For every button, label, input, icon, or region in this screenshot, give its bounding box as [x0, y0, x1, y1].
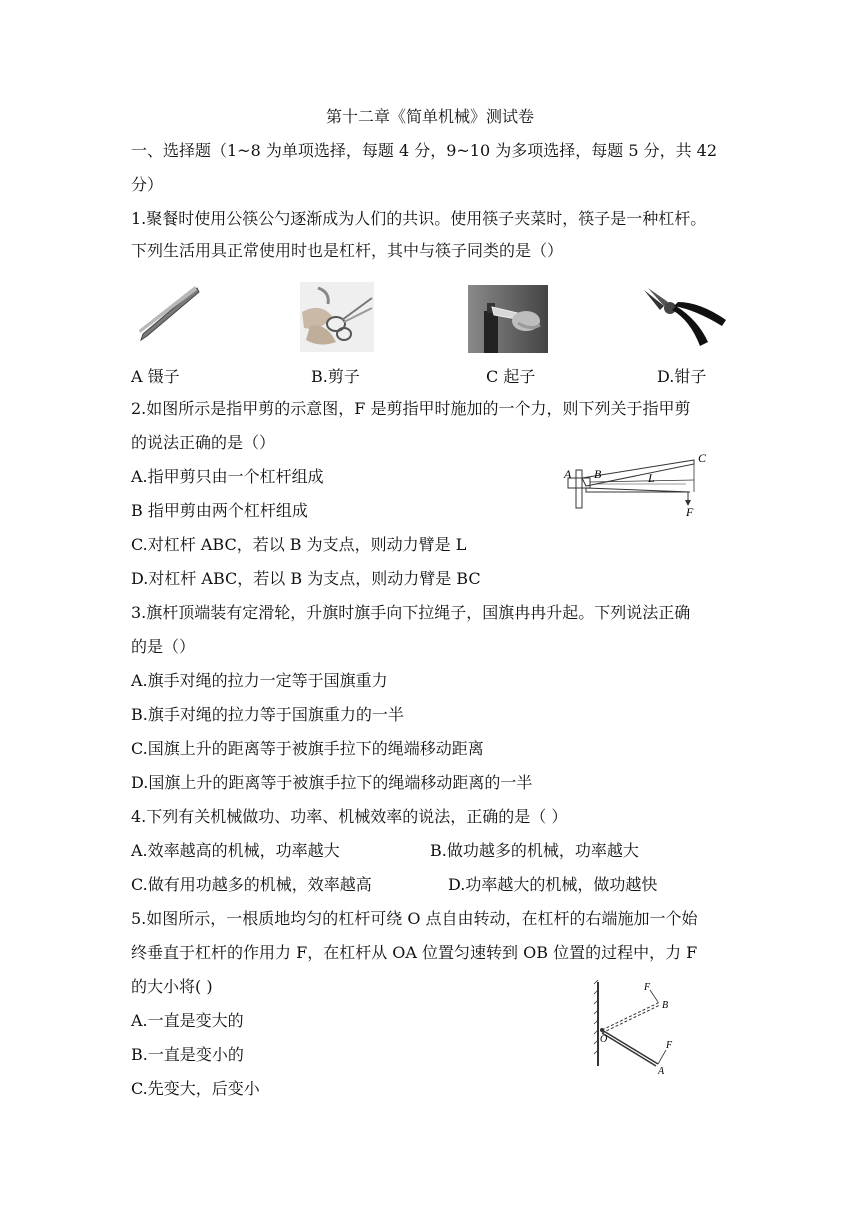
q2-option-b: B 指甲剪由两个杠杆组成	[131, 501, 308, 520]
q1-stem-line-1: 1.聚餐时使用公筷公勺逐渐成为人们的共识。使用筷子夹菜时，筷子是一种杠杆。	[131, 209, 707, 228]
q3-option-b: B.旗手对绳的拉力等于国旗重力的一半	[131, 705, 404, 724]
q4-option-b: B.做功越多的机械，功率越大	[430, 841, 639, 860]
q2-stem-line-1: 2.如图所示是指甲剪的示意图，F 是剪指甲时施加的一个力，则下列关于指甲剪	[131, 399, 691, 418]
q3-option-d: D.国旗上升的距离等于被旗手拉下的绳端移动距离的一半	[131, 773, 533, 792]
q1-option-b: B.剪子	[311, 367, 360, 386]
q4-option-a: A.效率越高的机械，功率越大	[131, 841, 340, 860]
q1-option-c: C 起子	[486, 367, 536, 386]
q2-option-c: C.对杠杆 ABC，若以 B 为支点，则动力臂是 L	[131, 535, 467, 554]
q3-stem-line-2: 的是（）	[131, 637, 196, 656]
label-l: L	[648, 471, 655, 485]
q3-stem-line-1: 3.旗杆顶端装有定滑轮，升旗时旗手向下拉绳子，国旗冉冉升起。下列说法正确	[131, 603, 691, 622]
q2-option-a: A.指甲剪只由一个杠杆组成	[131, 467, 324, 486]
q5-option-b: B.一直是变小的	[131, 1045, 244, 1064]
q2-option-d: D.对杠杆 ABC，若以 B 为支点，则动力臂是 BC	[131, 569, 481, 588]
q4-stem: 4.下列有关机械做功、功率、机械效率的说法，正确的是（ ）	[131, 807, 568, 826]
q5-stem-line-2: 终垂直于杠杆的作用力 F，在杠杆从 OA 位置匀速转到 OB 位置的过程中，力 F	[131, 943, 698, 962]
q4-option-d: D.功率越大的机械，做功越快	[448, 875, 658, 894]
label-c: C	[698, 451, 707, 465]
label-f-bottom: F	[666, 1040, 673, 1051]
q5-option-a: A.一直是变大的	[131, 1011, 244, 1030]
q1-option-a: A 镊子	[131, 367, 180, 386]
label-a: A	[564, 467, 572, 481]
label-b: B	[662, 1000, 669, 1011]
q5-stem-line-3: 的大小将( )	[131, 977, 213, 996]
q4-option-c: C.做有用功越多的机械，效率越高	[131, 875, 372, 894]
q5-option-c: C.先变大，后变小	[131, 1079, 260, 1098]
scissors-icon	[300, 282, 374, 352]
q1-option-d: D.钳子	[657, 367, 707, 386]
q3-option-a: A.旗手对绳的拉力一定等于国旗重力	[131, 671, 388, 690]
bottle-opener-icon	[468, 285, 548, 353]
q2-stem-line-2: 的说法正确的是（）	[131, 433, 276, 452]
tweezers-icon	[131, 282, 201, 348]
pliers-icon	[640, 284, 728, 354]
lever-diagram	[588, 980, 684, 1076]
section-heading-line-2: 分）	[131, 175, 164, 194]
nail-clipper-diagram	[560, 448, 720, 518]
q1-stem-line-2: 下列生活用具正常使用时也是杠杆，其中与筷子同类的是（）	[131, 241, 564, 260]
label-a: A	[658, 1066, 665, 1076]
label-b: B	[594, 467, 602, 481]
section-heading-line-1: 一、选择题（1~8 为单项选择，每题 4 分，9~10 为多项选择，每题 5 分，共 42	[131, 141, 718, 160]
q3-option-c: C.国旗上升的距离等于被旗手拉下的绳端移动距离	[131, 739, 484, 758]
label-o: O	[600, 1034, 608, 1045]
q5-stem-line-1: 5.如图所示，一根质地均匀的杠杆可绕 O 点自由转动，在杠杆的右端施加一个始	[131, 909, 698, 928]
label-f-top: F	[644, 982, 651, 993]
label-f: F	[686, 505, 694, 518]
page-title: 第十二章《简单机械》测试卷	[325, 107, 534, 126]
